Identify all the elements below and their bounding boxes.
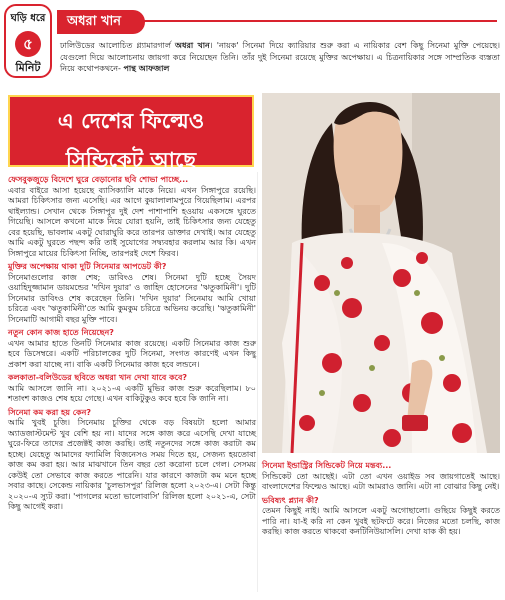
badge-line1: ঘড়ি ধরে <box>10 13 46 24</box>
qa-block <box>262 496 500 538</box>
portrait-photo <box>262 93 500 453</box>
question: সিনেমা ইন্ডাস্ট্রির সিন্ডিকেট নিয়ে মন্তব্য... <box>262 461 392 470</box>
qa-block <box>8 373 256 405</box>
qa-block <box>8 175 256 259</box>
intro-credit: পান্থ আফজাল <box>123 64 170 74</box>
answer: আমি খুবই চুজি। সিনেমায় চুক্তির থেকে বড় বিষয়টা হলো আমার অ্যাডজাস্টমেন্ট খুব বেশি হয় না। যাদের সঙ্গে কাজ করে এসেছি দেখা যাচ্ছে ঘুরে-ফিরে তাদের প্রজেক্টই কাজ করছি। তাই নতুনদের সঙ্গে কাজ করাটা কম হচ্ছে। যেহেতু আমাদের ফ্যামিলি বিজনেসও সময় দিতে হয়, সেজন্য হয়তোবা কাজ কম করা হয়। আর মাঝখানে তিন বছর তো করোনা চলে গেল। সেসময় কেউই তো সেভাবে কাজ করতে পারেনি। যার কারণে কাজটা কম মনে হচ্ছে সবার কাছে। সেকেন্ড নায়িকার 'চুলভাসপুর' রিলিজ হলো ২০২৩-এ। সেটা কিন্তু ২০২০-এ স্যুট করা। 'পাগলের মতো ভালোবাসি' রিলিজ হলো ২০২১-এ, সেটা কিছু আগেই করা। <box>8 418 256 511</box>
answer: তেমন কিছুই নাই। আমি আসলে একটু অগোছালো। গুছিয়ে কিছুই করতে পারি না। যা-ই করি না কেন খুবই ছটফটে করে। নিজের মতো চলছি, কাজ করছি। কাজ করতে থাকবো কনটিনিউয়াসলি। দেখা যাক কী হয়। <box>262 506 500 536</box>
qa-block <box>8 262 256 325</box>
answer: সিন্ডিকেট তো আছেই। এটা তো এখন ওয়াইড সব জায়গাতেই আছে। বাংলাদেশের ফিল্মেও আছে। এটা আমরাও জানি। এটা না বোঝার কিছু নেই। <box>262 471 500 491</box>
intro-lead: ঢালিউডের আলোচিত গ্ল্যামারগার্ল <box>60 41 176 50</box>
qa-block <box>8 408 256 513</box>
celebrity-name-tab: অধরা খান <box>57 10 145 34</box>
question: কলকাতা-বলিউডের ছবিতে অধরা খান দেখা যাবে কবে? <box>8 373 188 382</box>
qa-block <box>262 461 500 493</box>
time-badge <box>4 4 52 78</box>
qa-block <box>8 328 256 370</box>
badge-number: ৫ <box>15 31 41 57</box>
question: ভবিষ্যৎ প্ল্যান কী? <box>262 495 319 505</box>
headline-line1: এ দেশের ফিল্মেও <box>57 109 205 133</box>
question: ফেসবুকজুড়ে বিদেশে ঘুরে বেড়ানোর ছবি শোভা পাচ্ছে... <box>8 175 189 184</box>
intro-name: অধরা খান <box>175 41 210 50</box>
answer: সিনেমাগুলোর কাজ শেষ; ডাবিংও শেষ। সিনেমা দুটি হচ্ছে সৈয়দ ওয়াহিদুজ্জামান ডায়মন্ডের 'দখিন দুয়ার' ও জাহিদ হোসেনের 'ঋতুকামিনী'। দুটি সিনেমার ডাবিংও শেষ করেছেন তিনি। 'দখিন দুয়ার' সিনেমায় আমি খোয়া চরিত্রে এবং 'ঋতুকামিনী'তে আমি কুমকুম চরিত্রে অভিনয় করেছি। 'ঋতুকামিনী' সিনেমাটি আগামী বছর মুক্তি পাবে। <box>8 272 256 324</box>
headline-line2: সিন্ডিকেট আছে <box>65 148 197 172</box>
question: নতুন কোন কাজ হাতে নিয়েছেন? <box>8 328 114 337</box>
column-divider <box>257 172 258 592</box>
answer: এবার বাইরে আসা হয়েছে ব্যাসিক্যালি মাকে নিয়ে। এখন সিঙ্গাপুরে রয়েছি। আমরা চিকিৎসার জন্য এসেছি। এর আগে কুয়ালালামপুরে গিয়েছিলাম। এরপর থাইল্যান্ড। সেখান থেকে সিঙ্গাপুর দুই দেশ পাশাপাশি হওয়ায় একসঙ্গে ঘুরতে গিয়েছি। আসলে কখনো মাকে নিয়ে যোরা হয়নি, তাই চিকিৎসার জন্য যেহেতু বের হয়েছি, ভাবলাম একটু ঘোরাঘুরি করে তারপর ডাক্তার দেখাই। আর যেহেতু আমি একটু ঘুরতে পছন্দ করি তাই সুযোগের সদ্ব্যবহার করলাম আর কি। এখন সিঙ্গাপুরে মায়ের চিকিৎসা নিচ্ছি, তারপরই দেশে ফিরব। <box>8 185 256 258</box>
left-column <box>8 172 256 513</box>
intro-body: । 'নায়ক' সিনেমা দিয়ে ক্যারিয়ার শুরু করা এ নায়িকার বেশ কিছু সিনেমা মুক্তি পেয়েছে। যেগুলো দিয়ে আলোচনায় জায়গা করে নিয়েছেন তিনি। তাঁর দুই সিনেমা রয়েছে মুক্তির অপেক্ষায়। এ চিত্রনায়িকার সঙ্গে সাম্প্রতিক ব্যস্ততা নিয়ে কথোপকথনে- <box>60 41 500 74</box>
portrait-illustration <box>262 93 500 453</box>
badge-line2: মিনিট <box>15 61 41 74</box>
question: মুক্তির অপেক্ষায় থাকা দুটি সিনেমার আপডেট কী? <box>8 262 167 271</box>
right-column <box>262 458 500 538</box>
headline-box <box>8 95 254 172</box>
intro-paragraph <box>60 40 500 75</box>
answer: এখন আমার হাতে তিনটি সিনেমার কাজ রয়েছে। একটি সিনেমার কাজ শুরু হবে ডিসেম্বরে। একটি পরিচালকের দুটি সিনেমা, সংগত কারণেই এখন কিছু প্রকাশ করা যাচ্ছে না। বাকি একটি সিনেমার কাজ হবে লন্ডনে। <box>8 338 256 369</box>
question: সিনেমা কম করা হয় কেন? <box>8 407 91 417</box>
answer: আমি আসলে জানি না। ২০২১-এ একটি মুভির কাজ শুরু করেছিলাম। ৮০ শতাংশ কাজও শেষ হয়ে গেছে। এখন বাকিটুকুও কবে হবে কি জানি না। <box>8 383 256 403</box>
